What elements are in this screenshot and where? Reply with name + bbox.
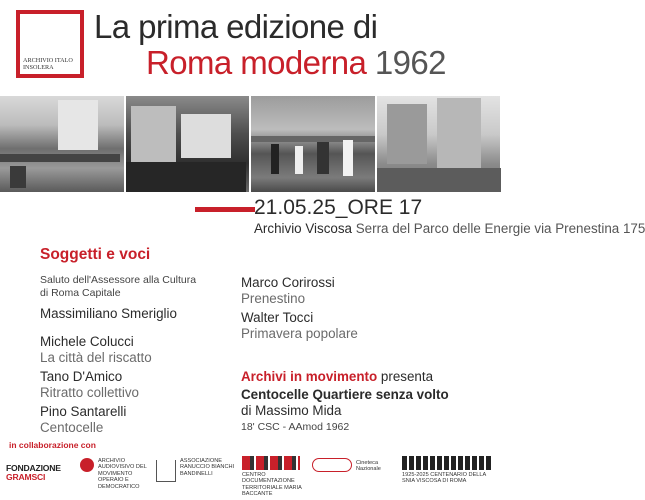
speaker-1	[40, 306, 177, 322]
bacccante-logo-icon	[242, 456, 300, 470]
aamod-icon	[80, 458, 94, 472]
partner-bianchi-bandinelli: ASSOCIAZIONE RANUCCIO BIANCHI BANDINELLI	[180, 458, 235, 477]
partner-snia: 1925-2025 CENTENARIO DELLA SNIA VISCOSA DI ROMA	[402, 472, 486, 485]
event-time: ORE 17	[347, 196, 423, 219]
greeting-text: Saluto dell'Assessore alla Cultura di Roma Capitale	[40, 274, 197, 299]
title-red: Roma moderna	[146, 44, 367, 81]
archivi-presenta: presenta	[380, 369, 434, 384]
datetime-separator: _	[335, 196, 348, 219]
speaker-6	[241, 310, 358, 342]
speaker-4	[40, 404, 126, 436]
speaker-name: Pino Santarelli	[40, 404, 127, 419]
speaker-name: Marco Corirossi	[241, 275, 335, 290]
date-accent-bar	[195, 207, 255, 212]
photo-4	[377, 96, 501, 192]
speaker-name: Massimiliano Smeriglio	[40, 306, 177, 321]
speaker-3	[40, 369, 139, 401]
partner-cineteca: Cineteca Nazionale	[356, 460, 381, 473]
speaker-2	[40, 334, 152, 366]
film-title	[241, 387, 449, 403]
snia-logo-icon	[402, 456, 492, 470]
archivi-title: Archivi in movimento	[241, 369, 378, 384]
speaker-topic: Centocelle	[40, 420, 104, 435]
photo-strip	[0, 96, 500, 192]
speaker-topic: Primavera popolare	[241, 326, 358, 341]
partner-aamod: ARCHIVIO AUDIOVISIVO DEL MOVIMENTO OPERAIO E DEMOCRATICO	[98, 458, 147, 490]
partner-line-1: FONDAZIONE	[6, 463, 61, 473]
speaker-name: Michele Colucci	[40, 334, 134, 349]
venue-name: Archivio Viscosa	[254, 221, 352, 236]
csc-logo-icon	[312, 458, 352, 472]
photo-3	[251, 96, 375, 192]
event-venue	[254, 221, 645, 237]
partner-logos	[6, 456, 496, 496]
collaboration-label: in collaborazione con	[9, 440, 96, 450]
title-year: 1962	[374, 44, 446, 81]
film-author: di Massimo Mida	[241, 403, 342, 418]
column-icon	[156, 460, 176, 482]
event-date: 21.05.25	[254, 196, 336, 219]
speaker-topic: Prenestino	[241, 291, 306, 306]
partner-line-2: GRAMSCI	[6, 472, 46, 482]
archivi-line	[241, 369, 433, 385]
speaker-topic: La città del riscatto	[40, 350, 152, 365]
archive-logo	[16, 10, 84, 78]
photo-2	[126, 96, 250, 192]
partner-fondazione-gramsci	[6, 464, 61, 482]
section-heading: Soggetti e voci	[40, 246, 151, 263]
venue-detail: Serra del Parco delle Energie via Prenestina 175	[355, 221, 645, 236]
photo-1	[0, 96, 124, 192]
film-meta: 18' CSC - AAmod 1962	[241, 421, 350, 433]
title-line-2	[146, 44, 446, 82]
logo-text: ARCHIVIO ITALO INSOLERA	[23, 57, 73, 71]
title-line-1: La prima edizione di	[94, 8, 378, 45]
speaker-topic: Ritratto collettivo	[40, 385, 139, 400]
event-datetime	[254, 196, 422, 220]
speaker-5	[241, 275, 335, 307]
speaker-name: Walter Tocci	[241, 310, 314, 325]
speaker-name: Tano D'Amico	[40, 369, 123, 384]
partner-maria-baccante: CENTRO DOCUMENTAZIONE TERRITORIALE MARIA BACCANTE	[242, 472, 302, 498]
film-title-text: Centocelle Quartiere senza volto	[241, 387, 449, 402]
